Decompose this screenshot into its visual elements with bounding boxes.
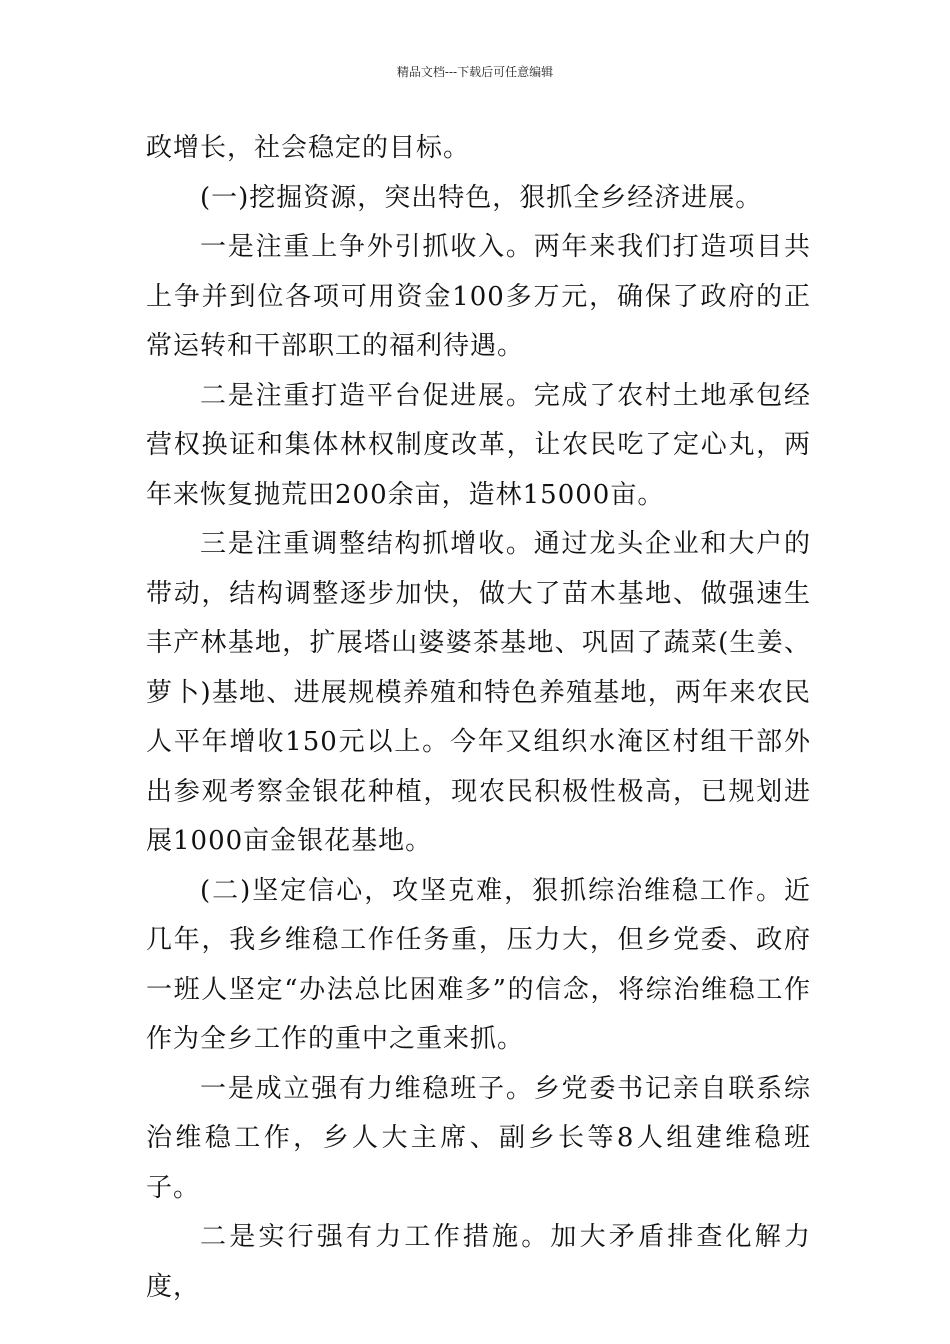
- paragraph: 三是注重调整结构抓增收。通过龙头企业和大户的带动，结构调整逐步加快，做大了苗木基地、做强速生丰产林基地，扩展塔山婆婆茶基地、巩固了蔬菜(生姜、萝卜)基地、进展规模养殖和特色养殖基地，两年来农民人平年增收150元以上。今年又组织水淹区村组干部外出参观考察金银花种植，现农民积极性极高，已规划进展1000亩金银花基地。: [146, 529, 811, 856]
- document-body: [146, 124, 811, 1312]
- paragraph: (二)坚定信心，攻坚克难，狠抓综治维稳工作。近几年，我乡维稳工作任务重，压力大，但乡党委、政府一班人坚定“办法总比困难多”的信念，将综治维稳工作作为全乡工作的重中之重来抓。: [146, 875, 811, 1054]
- paragraph: 一是成立强有力维稳班子。乡党委书记亲自联系综治维稳工作，乡人大主席、副乡长等8人组建维稳班子。: [146, 1073, 811, 1203]
- paragraph: 政增长，社会稳定的目标。: [146, 133, 471, 163]
- paragraph: (一)挖掘资源，突出特色，狠抓全乡经济进展。: [200, 182, 763, 213]
- paragraph: 二是注重打造平台促进展。完成了农村土地承包经营权换证和集体林权制度改革，让农民吃了定心丸，两年来恢复抛荒田200余亩，造林15000亩。: [146, 380, 811, 510]
- paragraph: 一是注重上争外引抓收入。两年来我们打造项目共上争并到位各项可用资金100多万元，确保了政府的正常运转和干部职工的福利待遇。: [146, 232, 811, 361]
- page-header: 精品文档---下载后可任意编辑: [396, 65, 554, 79]
- paragraph: 二是实行强有力工作措施。加大矛盾排查化解力度，: [146, 1222, 811, 1302]
